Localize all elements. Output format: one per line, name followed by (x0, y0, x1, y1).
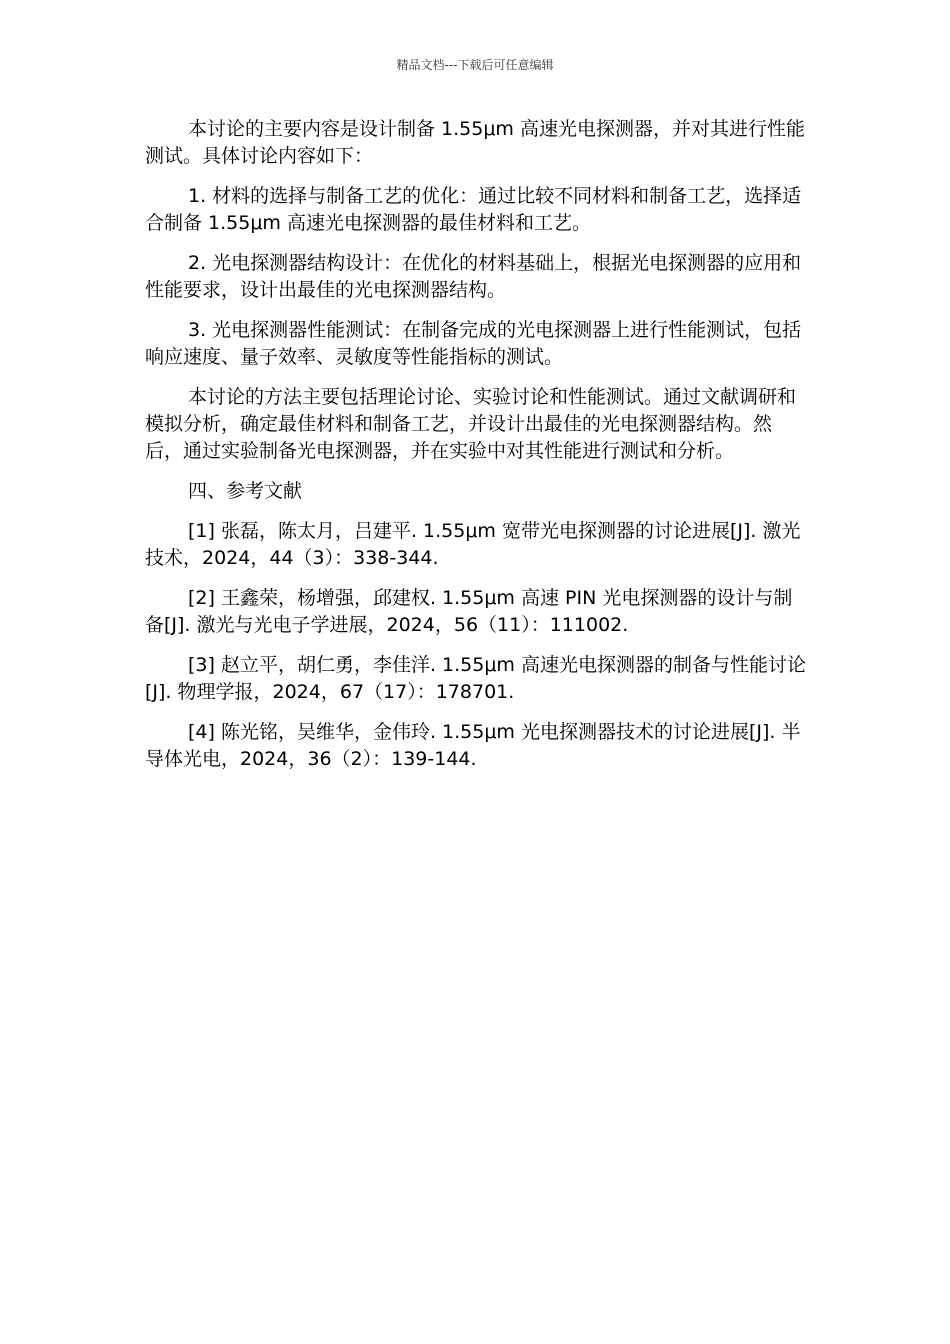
document-body (145, 116, 807, 786)
reference-item-3: [3] 赵立平，胡仁勇，李佳洋. 1.55μm 高速光电探测器的制备与性能讨论[J]. 物理学报，2024，67（17）：178701. (145, 654, 806, 703)
body-paragraph-item-1: 1. 材料的选择与制备工艺的优化：通过比较不同材料和制备工艺，选择适合制备 1.55μm 高速光电探测器的最佳材料和工艺。 (145, 185, 802, 234)
reference-item-1: [1] 张磊，陈太月，吕建平. 1.55μm 宽带光电探测器的讨论进展[J]. 激光技术，2024，44（3）：338-344. (145, 520, 801, 569)
page-header: 精品文档---下载后可任意编辑 (396, 58, 554, 72)
body-paragraph-method: 本讨论的方法主要包括理论讨论、实验讨论和性能测试。通过文献调研和模拟分析，确定最佳材料和制备工艺，并设计出最佳的光电探测器结构。然后，通过实验制备光电探测器，并在实验中对其性能进行测试和分析。 (145, 386, 797, 462)
body-paragraph-intro: 本讨论的主要内容是设计制备 1.55μm 高速光电探测器，并对其进行性能测试。具体讨论内容如下： (145, 118, 805, 167)
section-title-references: 四、参考文献 (188, 480, 303, 502)
body-paragraph-item-2: 2. 光电探测器结构设计：在优化的材料基础上，根据光电探测器的应用和性能要求，设计出最佳的光电探测器结构。 (145, 252, 802, 301)
body-paragraph-item-3: 3. 光电探测器性能测试：在制备完成的光电探测器上进行性能测试，包括响应速度、量子效率、灵敏度等性能指标的测试。 (145, 319, 802, 368)
reference-item-4: [4] 陈光铭，吴维华，金伟玲. 1.55μm 光电探测器技术的讨论进展[J]. 半导体光电，2024，36（2）：139-144. (145, 721, 801, 770)
reference-item-2: [2] 王鑫荣，杨增强，邱建权. 1.55μm 高速 PIN 光电探测器的设计与制备[J]. 激光与光电子学进展，2024，56（11）：111002. (145, 587, 793, 636)
